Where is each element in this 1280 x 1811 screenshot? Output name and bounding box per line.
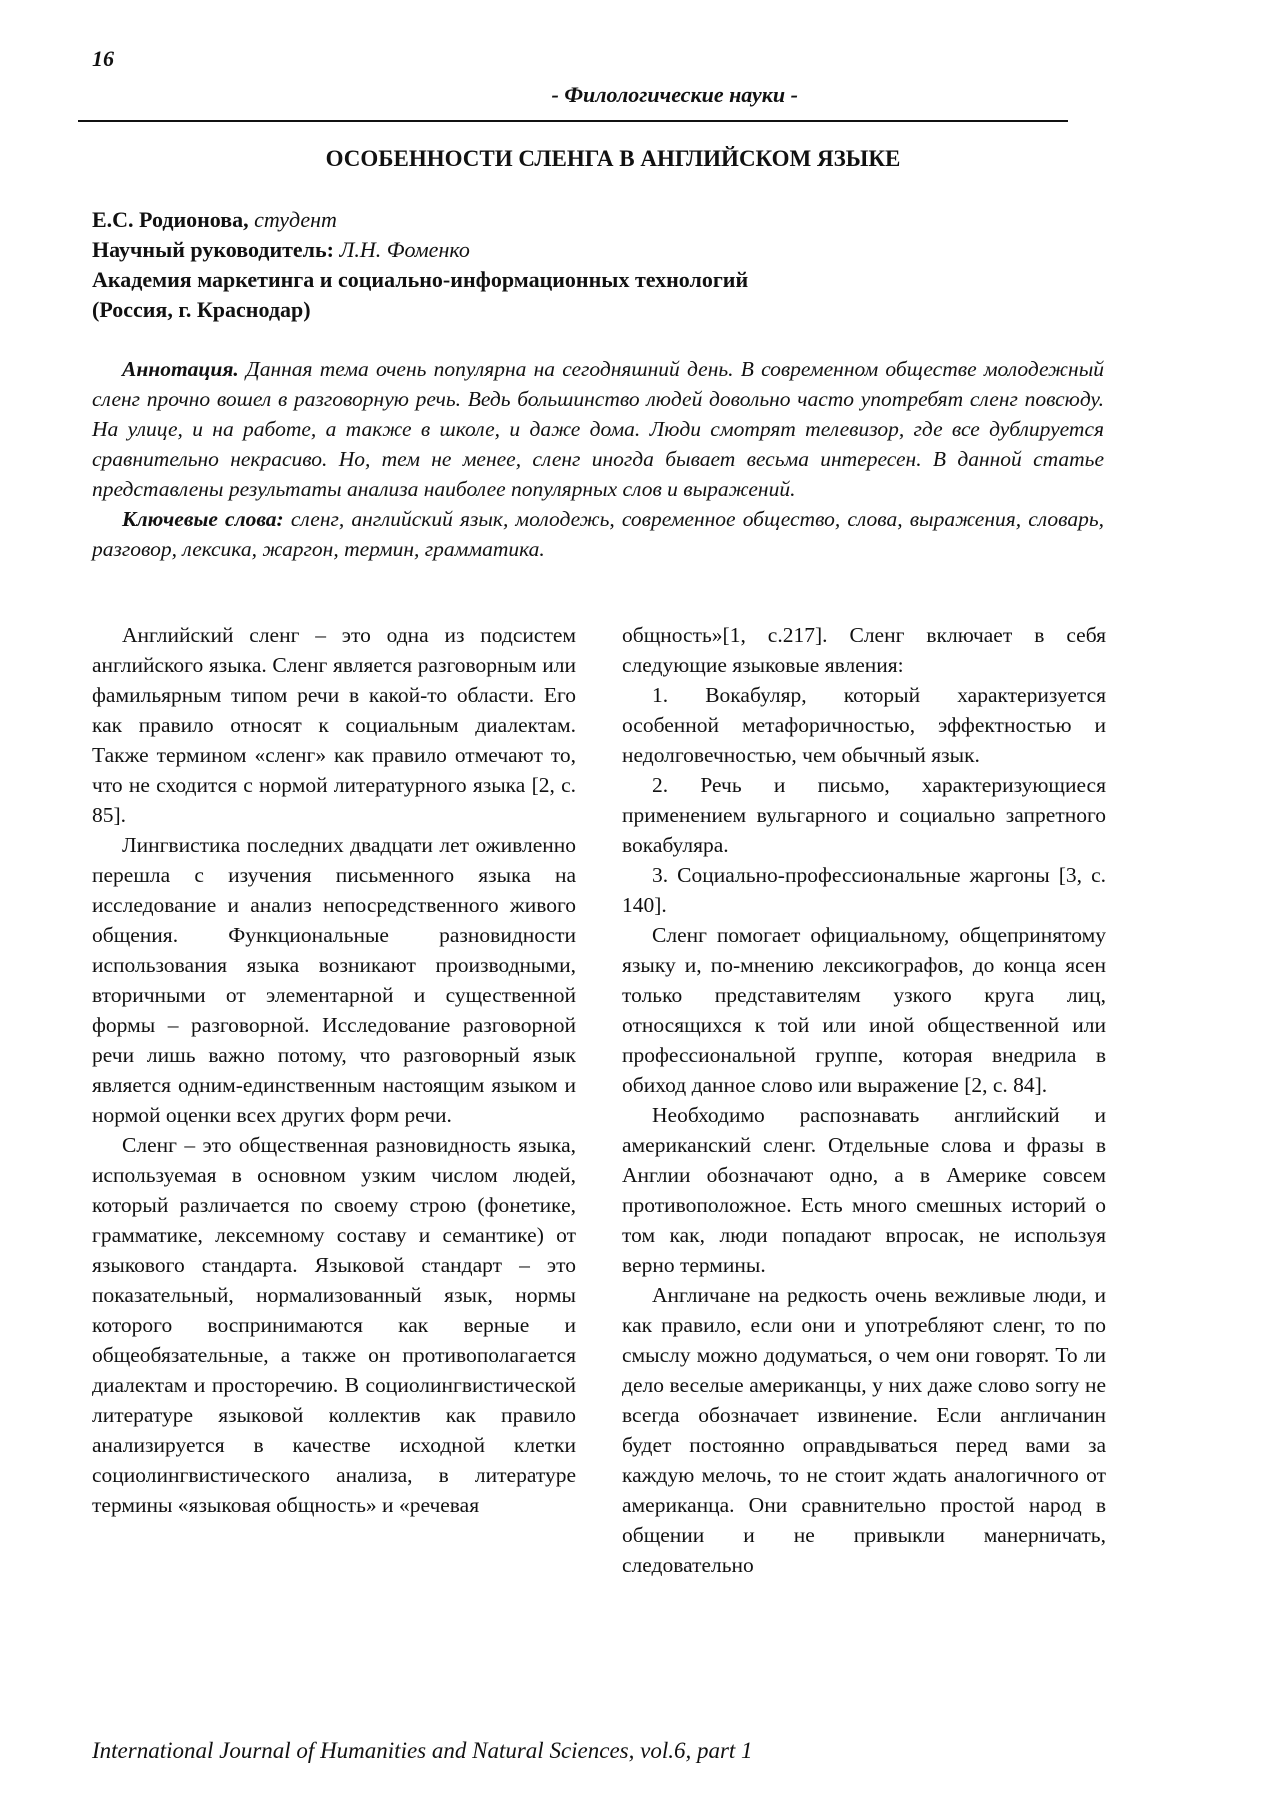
journal-footer: International Journal of Humanities and Natural Sciences, vol.6, part 1 [92, 1738, 753, 1763]
header-rule [78, 120, 1068, 122]
supervisor-line [92, 235, 1152, 265]
affiliation [92, 265, 1152, 295]
abstract-text: Данная тема очень популярна на сегодняшний день. В современном обществе молодежный сленг прочно вошел в разговорную речь. Ведь большинство людей довольно часто употребят сленг повсюду. На улице, и на работе, а также в школе, и даже дома. Люди смотрят телевизор, где все дублируется сравнительно некрасиво. Но, тем не менее, сленг иногда бывает весьма интересен. В данной статье представлены результаты анализа наиболее популярных слов и выражений. [92, 357, 1104, 501]
right-column [622, 620, 1106, 1580]
list-item: 1. Вокабуляр, который характеризуется особенной метафоричностью, эффектностью и недолговечностью, чем обычный язык. [622, 683, 1106, 767]
supervisor-name: Л.Н. Фоменко [339, 237, 470, 262]
left-column [92, 620, 576, 1520]
article-title: ОСОБЕННОСТИ СЛЕНГА В АНГЛИЙСКОМ ЯЗЫКЕ [325, 146, 901, 171]
list-item: 2. Речь и письмо, характеризующиеся применением вульгарного и социально запретного вокабуляра. [622, 773, 1106, 857]
supervisor-label: Научный руководитель: [92, 237, 334, 262]
author-block [92, 205, 1152, 325]
location [92, 295, 1152, 325]
abstract-label: Аннотация. [122, 357, 239, 381]
abstract [92, 354, 1104, 504]
list-item: 3. Социально-профессиональные жаргоны [3, с. 140]. [622, 863, 1106, 917]
author-role: студент [254, 207, 337, 232]
author-name: Е.С. Родионова, [92, 207, 249, 232]
body-paragraph: Необходимо распознавать английский и американский сленг. Отдельные слова и фразы в Англии обозначают одно, а в Америке совсем противоположное. Есть много смешных историй о том как, люди попадают впросак, не используя верно термины. [622, 1103, 1106, 1277]
body-paragraph: Английский сленг – это одна из подсистем английского языка. Сленг является разговорным или фамильярным типом речи в какой-то области. Его как правило относят к социальным диалектам. Также термином «сленг» как правило отмечают то, что не сходится с нормой литературного языка [2, с. 85]. [92, 623, 576, 827]
author-line [92, 205, 1152, 235]
section-header: - Филологические науки - [551, 82, 798, 107]
location-text: (Россия, г. Краснодар) [92, 297, 311, 322]
keywords-label: Ключевые слова: [122, 507, 284, 531]
body-paragraph: Лингвистика последних двадцати лет оживленно перешла с изучения письменного языка на исследование и анализ непосредственного живого общения. Функциональные разновидности использования языка возникают производными, вторичными от элементарной и существенной формы – разговорной. Исследование разговорной речи лишь важно потому, что разговорный язык является одним-единственным настоящим языком и нормой оценки всех других форм речи. [92, 833, 576, 1127]
page-number: 16 [92, 46, 114, 71]
body-paragraph: Сленг – это общественная разновидность языка, используемая в основном узким числом людей, который различается по своему строю (фонетике, грамматике, лексемному составу и семантике) от языкового стандарта. Языковой стандарт – это показательный, нормализованный язык, нормы которого воспринимаются как верные и общеобязательные, а также он противополагается диалектам и просторечию. В социолингвистической литературе языковой коллектив как правило анализируется в качестве исходной клетки социолингвистического анализа, в литературе термины «языковая общность» и «речевая [92, 1133, 576, 1517]
abstract-block [92, 354, 1104, 564]
body-paragraph-continued: общность»[1, с.217]. Сленг включает в себя следующие языковые явления: [622, 623, 1106, 677]
keywords [92, 504, 1104, 564]
keywords-text: сленг, английский язык, молодежь, современное общество, слова, выражения, словарь, разговор, лексика, жаргон, термин, грамматика. [92, 507, 1105, 561]
affiliation-text: Академия маркетинга и социально-информационных технологий [92, 267, 749, 292]
body-paragraph: Англичане на редкость очень вежливые люди, и как правило, если они и употребляют сленг, то по смыслу можно додуматься, о чем они говорят. То ли дело веселые американцы, у них даже слово sorry не всегда обозначает извинение. Если англичанин будет постоянно оправдываться перед вами за каждую мелочь, то не стоит ждать аналогичного от американца. Они сравнительно простой народ в общении и не привыкли манерничать, следовательно [622, 1283, 1106, 1577]
body-paragraph: Сленг помогает официальному, общепринятому языку и, по-мнению лексикографов, до конца ясен только представителям узкого круга лиц, относящихся к той или иной общественной или профессиональной группе, которая внедрила в обиход данное слово или выражение [2, с. 84]. [622, 923, 1106, 1097]
